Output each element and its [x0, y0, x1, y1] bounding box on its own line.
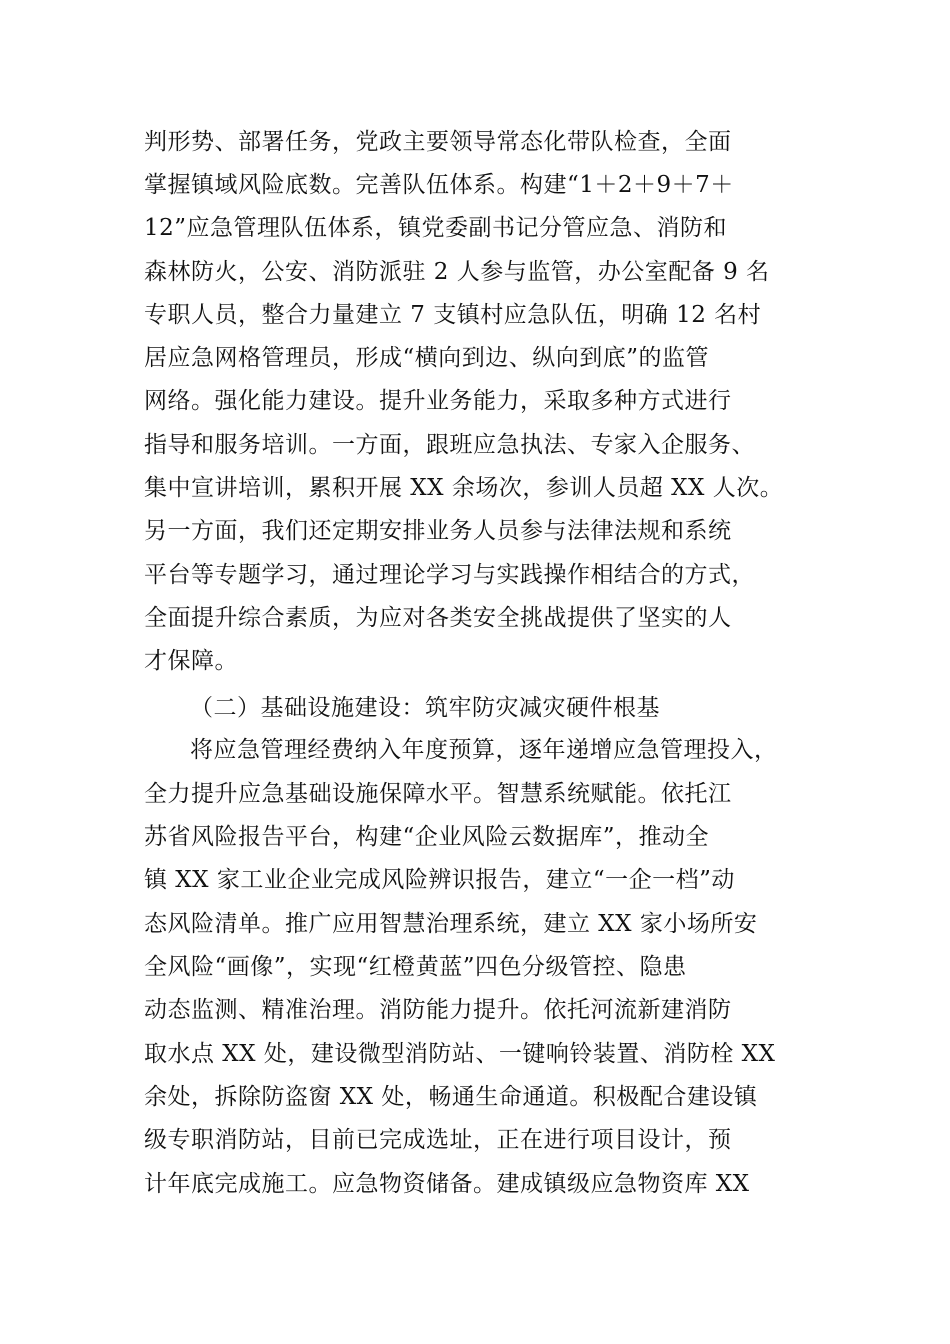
paragraph-2-line-1: 将应急管理经费纳入年度预算，逐年递增应急管理投入， — [190, 737, 778, 763]
paragraph-2-line-5: 态风险清单。推广应用智慧治理系统，建立 XX 家小场所安 — [144, 911, 758, 937]
paragraph-2-line-7: 动态监测、精准治理。消防能力提升。依托河流新建消防 — [144, 997, 732, 1023]
paragraph-1-line-1: 判形势、部署任务，党政主要领导常态化带队检查，全面 — [144, 129, 732, 155]
paragraph-1-line-7: 网络。强化能力建设。提升业务能力，采取多种方式进行 — [144, 388, 732, 414]
paragraph-2-line-4: 镇 XX 家工业企业完成风险辨识报告，建立“一企一档”动 — [144, 867, 735, 893]
paragraph-2-line-8: 取水点 XX 处，建设微型消防站、一键响铃装置、消防栓 XX — [144, 1041, 776, 1067]
paragraph-2-line-9: 余处，拆除防盗窗 XX 处，畅通生命通道。积极配合建设镇 — [144, 1084, 758, 1110]
paragraph-1-line-4: 森林防火，公安、消防派驻 2 人参与监管，办公室配备 9 名 — [144, 259, 770, 285]
paragraph-2-line-11: 计年底完成施工。应急物资储备。建成镇级应急物资库 XX — [144, 1171, 750, 1197]
paragraph-1-line-13: 才保障。 — [144, 648, 238, 674]
paragraph-1-line-11: 平台等专题学习，通过理论学习与实践操作相结合的方式， — [144, 562, 755, 588]
paragraph-2-line-3: 苏省风险报告平台，构建“企业风险云数据库”，推动全 — [144, 824, 710, 850]
paragraph-1-line-8: 指导和服务培训。一方面，跟班应急执法、专家入企服务、 — [144, 432, 755, 458]
paragraph-2-line-2: 全力提升应急基础设施保障水平。智慧系统赋能。依托江 — [144, 781, 732, 807]
paragraph-1-line-2: 掌握镇域风险底数。完善队伍体系。构建“1＋2＋9＋7＋ — [144, 172, 734, 198]
paragraph-1-line-6: 居应急网格管理员，形成“横向到边、纵向到底”的监管 — [144, 345, 710, 371]
paragraph-2-line-6: 全风险“画像”，实现“红橙黄蓝”四色分级管控、隐患 — [144, 954, 687, 980]
section-heading: （二）基础设施建设：筑牢防灾减灾硬件根基 — [190, 695, 660, 721]
paragraph-2-line-10: 级专职消防站，目前已完成选址，正在进行项目设计，预 — [144, 1127, 732, 1153]
paragraph-1-line-12: 全面提升综合素质，为应对各类安全挑战提供了坚实的人 — [144, 605, 732, 631]
paragraph-1-line-5: 专职人员，整合力量建立 7 支镇村应急队伍，明确 12 名村 — [144, 302, 762, 328]
paragraph-1-line-3: 12”应急管理队伍体系，镇党委副书记分管应急、消防和 — [144, 215, 728, 241]
paragraph-1-line-9: 集中宣讲培训，累积开展 XX 余场次，参训人员超 XX 人次。 — [144, 475, 784, 501]
paragraph-1-line-10: 另一方面，我们还定期安排业务人员参与法律法规和系统 — [144, 518, 732, 544]
